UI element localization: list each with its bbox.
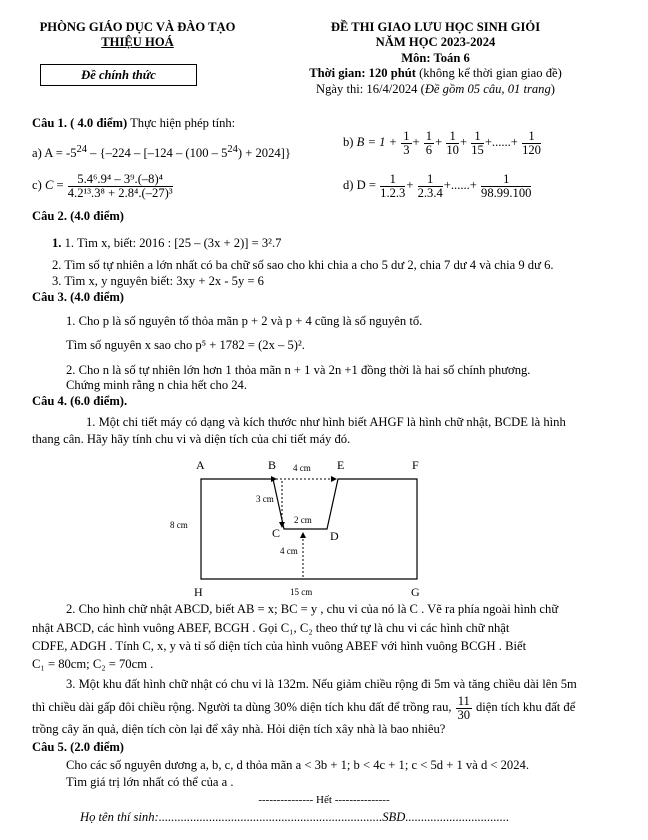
q4-item3-frac-num: 11 <box>457 694 470 708</box>
subject: Môn: Toán 6 <box>401 51 470 65</box>
exam-time <box>258 66 613 80</box>
q1-d-label: d) D = <box>343 177 376 192</box>
q1-a-rest: – {–224 – [–124 – (100 – 5 <box>87 146 228 161</box>
q2-item2: 2. Tìm số tự nhiên a lớn nhất có ba chữ số sao cho khi chia a cho 5 dư 2, chia 7 dư 4 và chia 9 dư 6. <box>52 258 554 272</box>
q5-line2: Tìm giá trị lớn nhất có thể của a . <box>66 775 234 789</box>
candidate-info: Họ tên thí sinh:.......................................................................SBD................................. <box>80 810 510 824</box>
q3-title: Câu 3. (4.0 điểm) <box>32 290 124 304</box>
q1-d-den-3: 98.99.100 <box>481 185 532 200</box>
q1-b-label: b) <box>343 134 357 149</box>
label-hg: 15 cm <box>290 587 313 597</box>
label-F: F <box>412 458 419 472</box>
q1-b-expr: B = 1 + <box>356 134 398 149</box>
label-left: 8 cm <box>170 520 188 530</box>
q5-line1: Cho các số nguyên dương a, b, c, d thỏa mãn a < 3b + 1; b < 4c + 1; c < 5d + 1 và d < 2024. <box>66 758 529 772</box>
q1-b-den-4: 15 <box>471 142 484 157</box>
official-label: Đề chính thức <box>40 64 197 86</box>
q1-heading <box>32 116 235 130</box>
exam-title: ĐỀ THI GIAO LƯU HỌC SINH GIỎI <box>330 20 541 34</box>
exam-time-value: Thời gian: 120 phút <box>309 66 416 80</box>
label-C: C <box>272 526 281 540</box>
q4-item3-line1: 3. Một khu đất hình chữ nhật có chu vi là 132m. Nếu giảm chiều rộng đi 5m và tăng chiều dài lên 5m <box>66 677 577 691</box>
label-cd: 2 cm <box>294 515 312 525</box>
q1-b-den-5: 120 <box>522 142 541 157</box>
department-name: PHÒNG GIÁO DỤC VÀ ĐÀO TẠO <box>39 20 236 34</box>
q1-instruction: Thực hiện phép tính: <box>127 116 236 130</box>
school-year: NĂM HỌC 2023-2024 <box>375 35 496 49</box>
q1-a-label: a) A = -5 <box>32 146 77 161</box>
q1-b: b) B = 1 + $\frac{1}{3}$ + $\frac{1}{6}$ + $\frac{1}{10}$ + $\frac{1}{15}$ +......+ $\frac{1}{120}$ <box>343 129 541 157</box>
q1-b-den-2: 6 <box>425 142 433 157</box>
label-A: A <box>196 458 205 472</box>
exam-date-note: Đề gồm 05 câu, 01 trang <box>424 82 551 96</box>
q2-title: Câu 2. (4.0 điểm) <box>32 209 124 223</box>
q3-item2-line2: Chứng minh rằng n chia hết cho 24. <box>66 378 248 392</box>
q4-item1-line1: 1. Một chi tiết máy có dạng và kích thước như hình biết AHGF là hình chữ nhật, BCDE là hình <box>86 415 566 429</box>
q1-d-den-2: 2.3.4 <box>417 185 443 200</box>
q1-d-den-1: 1.2.3 <box>380 185 406 200</box>
q1-c: c) C = $\frac{\text{5.4⁶.9⁴ – 3⁹.(–8)⁴}}{\text{4.2¹³.3⁸ + 2.8⁴.(–27)³}}$ <box>32 172 173 200</box>
exam-date-value: Ngày thi: 16/4/2024 ( <box>316 82 425 96</box>
label-B: B <box>268 458 277 472</box>
q4-item2-line1: 2. Cho hình chữ nhật ABCD, biết AB = x; BC = y , chu vi của nó là C . Vẽ ra phía ngoài hình chữ <box>66 602 559 616</box>
label-E: E <box>337 458 345 472</box>
label-D: D <box>330 529 339 543</box>
q4-title: Câu 4. (6.0 điểm). <box>32 394 128 408</box>
q2-item1: 1. 1. Tìm x, biết: 2016 : [25 – (3x + 2)] = 3².7 <box>52 236 282 250</box>
q1-c-label: c) <box>32 177 45 192</box>
label-H: H <box>194 585 203 599</box>
q4-item2-line2: nhật ABCD, các hình vuông ABEF, BCGH . Gọi C₁, C₂ theo thứ tự là chu vi các hình chữ nhật <box>32 621 510 635</box>
label-G: G <box>411 585 420 599</box>
machine-part-figure <box>160 455 460 600</box>
q4-item3-frac-den: 30 <box>457 707 471 722</box>
q4-item2-line4: C₁ = 80cm; C₂ = 70cm . <box>32 657 154 671</box>
q1-a-end: ) + 2024]} <box>237 146 291 161</box>
exam-date-close: ) <box>550 82 555 96</box>
district-name: THIỆU HOÁ <box>101 35 174 49</box>
q1-c-numerator: 5.4⁶.9⁴ – 3⁹.(–8)⁴ <box>68 173 173 187</box>
q4-item3-text-end: diện tích khu đất để <box>472 699 576 714</box>
q3-item1-line1: 1. Cho p là số nguyên tố thỏa mãn p + 2 và p + 4 cũng là số nguyên tố. <box>66 314 423 328</box>
q1-title: Câu 1. ( 4.0 điểm) <box>32 116 128 130</box>
q1-a: a) $A = -5^{24} - \{-224 - [-124 - (100 - 5^{24}) + 2024]\}$ <box>32 144 291 161</box>
q4-item2-line3: CDFE, ADGH . Tính C, x, y và tỉ số diện tích của hình vuông ABEF với hình vuông BCGH . Biết <box>32 639 527 653</box>
q2-item1-text: 1. Tìm x, biết: 2016 : [25 – (3x + 2)] = 3².7 <box>64 236 282 250</box>
label-down: 4 cm <box>280 546 298 556</box>
q1-b-den-3: 10 <box>446 142 459 157</box>
exam-date <box>258 82 613 96</box>
exam-time-note: (không kể thời gian giao đề) <box>415 66 562 80</box>
q4-item1-line2: thang cân. Hãy hãy tính chu vi và diện tích của chi tiết máy đó. <box>32 432 351 446</box>
q3-item1-line2: Tìm số nguyên x sao cho p⁵ + 1782 = (2x – 5)². <box>66 338 305 352</box>
q5-title: Câu 5. (2.0 điểm) <box>32 740 124 754</box>
end-marker: --------------- Hết --------------- <box>258 794 390 806</box>
label-be: 4 cm <box>293 463 311 473</box>
q4-item3-line2 <box>32 695 575 721</box>
part-outline <box>201 479 417 579</box>
q4-item3-line3: trồng cây ăn quả, diện tích còn lại để xây nhà. Hỏi diện tích xây nhà là bao nhiêu? <box>32 722 446 736</box>
label-bc-height: 3 cm <box>256 494 274 504</box>
q3-item2-line1: 2. Cho n là số tự nhiên lớn hơn 1 thỏa mãn n + 1 và 2n +1 đồng thời là hai số chính phương. <box>66 363 531 377</box>
q1-c-denominator: 4.2¹³.3⁸ + 2.8⁴.(–27)³ <box>67 185 173 200</box>
q1-d: d) D = $\frac{1}{1.2.3}$ + $\frac{1}{2.3.4}$ +......+ $\frac{1}{98.99.100}$ <box>343 172 532 200</box>
q1-b-den-1: 3 <box>403 142 410 157</box>
q4-item3-text: thì chiều dài gấp đôi chiều rộng. Người ta dùng 30% diện tích khu đất để trồng rau, <box>32 699 452 714</box>
q1-b-dots: +......+ <box>484 134 518 149</box>
q2-item3: 3. Tìm x, y nguyên biết: 3xy + 2x - 5y = 6 <box>52 274 264 288</box>
